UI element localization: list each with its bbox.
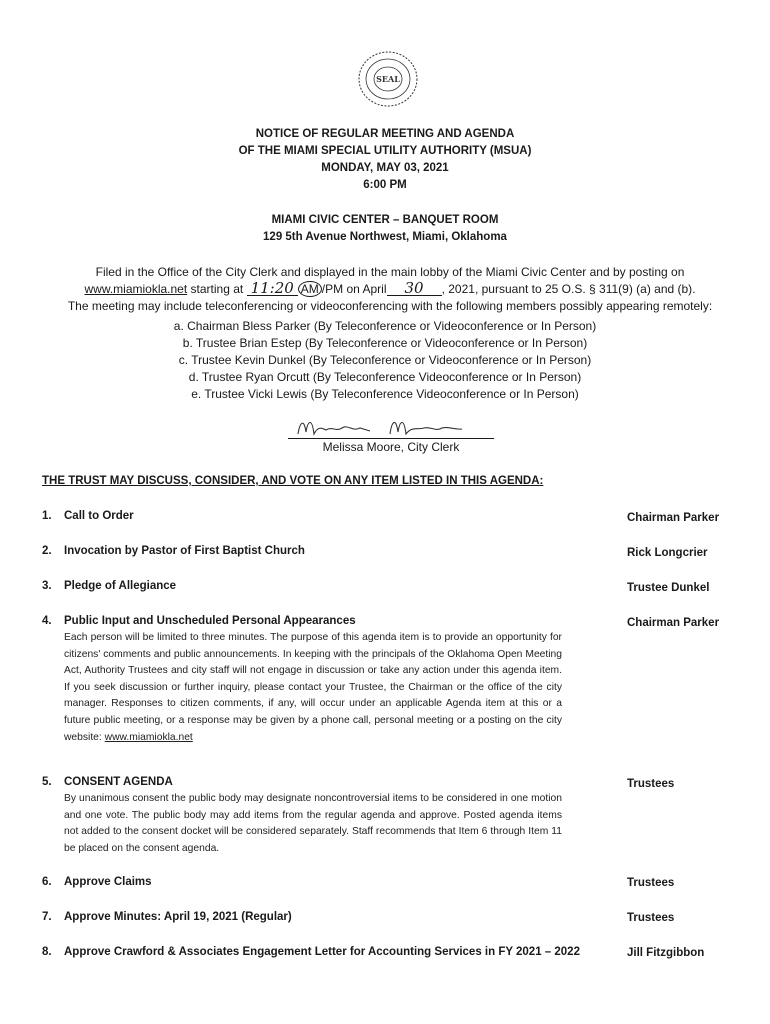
signature-scribble-icon — [292, 414, 492, 440]
starting-at-label: starting at — [187, 282, 247, 296]
notice-header — [0, 126, 770, 194]
filing-line-2 — [30, 281, 750, 298]
website-link[interactable]: www.miamiokla.net — [104, 731, 193, 743]
item-presenter: Trustee Dunkel — [627, 582, 710, 594]
notice-title: NOTICE OF REGULAR MEETING AND AGENDA — [255, 128, 515, 140]
item-presenter: Rick Longcrier — [627, 547, 708, 559]
item-number: 3. — [42, 580, 52, 592]
item-number: 5. — [42, 776, 52, 788]
clerk-signature — [288, 414, 494, 439]
city-seal — [357, 50, 419, 108]
item-number: 8. — [42, 946, 52, 958]
item-presenter: Trustees — [627, 877, 675, 889]
handwritten-day: 30 — [387, 281, 442, 296]
handwritten-time: 11:20 — [247, 281, 298, 296]
item-title: Call to Order — [64, 510, 134, 522]
item-presenter: Trustees — [627, 912, 675, 924]
website-link[interactable]: www.miamiokla.net — [84, 282, 188, 296]
location-block — [0, 212, 770, 246]
remote-members-list — [0, 318, 770, 403]
location-venue: MIAMI CIVIC CENTER – BANQUET ROOM — [271, 214, 499, 226]
item-description: By unanimous consent the public body may designate noncontroversial items to be considered in one motion and one vote. The public body may add items from the regular agenda and approve. Posted agenda items not added to the consent docket will be considered separately. Staff recommends that Item 6 through Item 11 be placed on the consent agenda. — [64, 793, 562, 854]
item-presenter: Jill Fitzgibbon — [627, 947, 705, 959]
item-number: 4. — [42, 615, 52, 627]
item-title: Approve Claims — [64, 876, 152, 888]
authority-name: OF THE MIAMI SPECIAL UTILITY AUTHORITY (MSUA) — [238, 145, 532, 157]
filing-statement — [30, 264, 750, 315]
pm-on-april-label: /PM on April — [321, 282, 387, 296]
item-description — [64, 630, 562, 746]
clerk-name: Melissa Moore, City Clerk — [322, 440, 460, 454]
item-number: 2. — [42, 545, 52, 557]
member-item: e. Trustee Vicki Lewis (By Teleconference Videoconference or In Person) — [191, 387, 579, 401]
item-number: 6. — [42, 876, 52, 888]
meeting-date: MONDAY, MAY 03, 2021 — [321, 162, 449, 174]
item-presenter: Chairman Parker — [627, 512, 720, 524]
item-description-text: Each person will be limited to three minutes. The purpose of this agenda item is to provide an opportunity for citizens' comments and public announcements. In keeping with the principals of the Oklahoma Open Meeting Act, Authority Trustees and city staff will not engage in discussion or take any action under this agenda item. If you seek discussion or further inquiry, please contact your Trustee, the Chairman or the office of the city manager. Responses to citizen comments, if any, will occur under an applicable Agenda item at this or a future public meeting, or a response may be given by a phone call, personal meeting or a posting on the city website: — [64, 632, 562, 743]
item-title: Invocation by Pastor of First Baptist Church — [64, 545, 305, 557]
item-title: Approve Minutes: April 19, 2021 (Regular) — [64, 911, 292, 923]
item-title: Public Input and Unscheduled Personal Appearances — [64, 615, 356, 627]
filing-statute: , 2021, pursuant to 25 O.S. § 311(9) (a) and (b). — [441, 282, 696, 296]
member-item: c. Trustee Kevin Dunkel (By Teleconference or Videoconference or In Person) — [178, 353, 592, 367]
item-title: CONSENT AGENDA — [64, 776, 173, 788]
item-number: 1. — [42, 510, 52, 522]
item-title: Approve Crawford & Associates Engagement Letter for Accounting Services in FY 2021 – 2022 — [64, 946, 580, 958]
location-address: 129 5th Avenue Northwest, Miami, Oklahoma — [263, 231, 507, 243]
item-presenter: Chairman Parker — [627, 617, 720, 629]
item-number: 7. — [42, 911, 52, 923]
item-title: Pledge of Allegiance — [64, 580, 177, 592]
member-item: b. Trustee Brian Estep (By Teleconference or Videoconference or In Person) — [182, 336, 588, 350]
filing-line-1: Filed in the Office of the City Clerk and displayed in the main lobby of the Miami Civic Center and by posting on — [95, 265, 685, 279]
am-circled: AM — [298, 281, 322, 297]
agenda-heading: THE TRUST MAY DISCUSS, CONSIDER, AND VOTE ON ANY ITEM LISTED IN THIS AGENDA: — [42, 475, 544, 487]
member-item: d. Trustee Ryan Orcutt (By Teleconference Videoconference or In Person) — [188, 370, 582, 384]
item-presenter: Trustees — [627, 778, 675, 790]
meeting-time: 6:00 PM — [363, 179, 407, 191]
filing-line-3: The meeting may include teleconferencing or videoconferencing with the following members possibly appearing remotely: — [67, 299, 713, 313]
seal-text: SEAL — [376, 74, 400, 84]
member-item: a. Chairman Bless Parker (By Teleconference or Videoconference or In Person) — [173, 319, 597, 333]
